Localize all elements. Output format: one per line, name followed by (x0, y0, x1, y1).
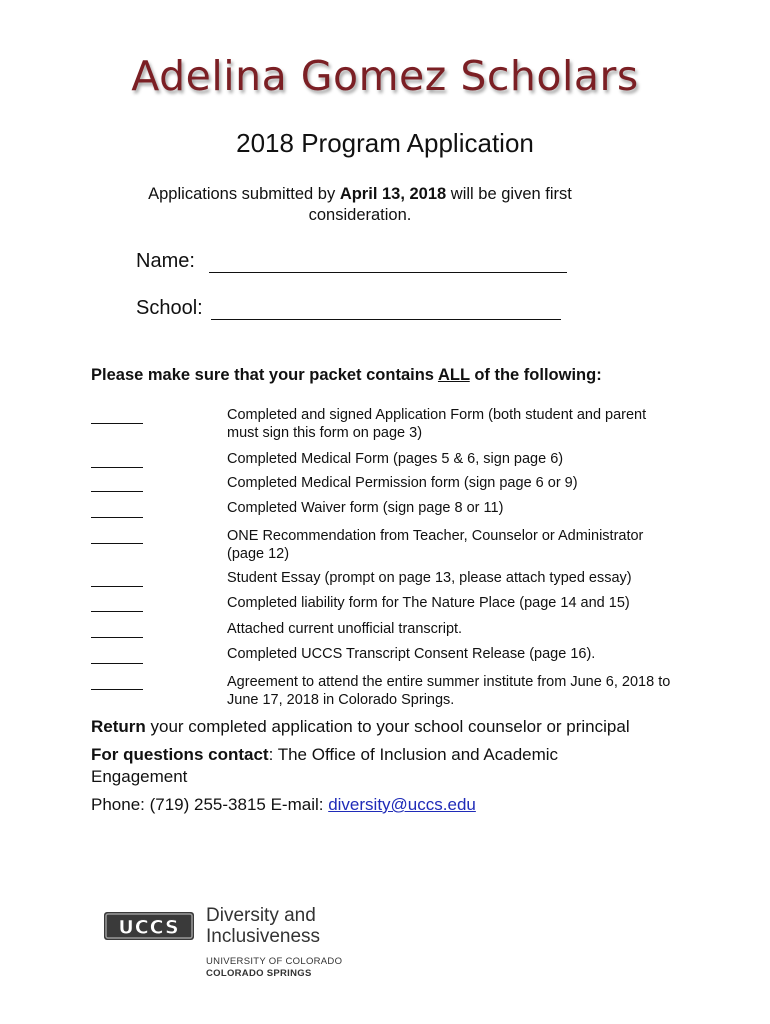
name-blank-line[interactable] (209, 252, 567, 273)
checklist-item-8: Attached current unofficial transcript. (227, 621, 463, 637)
checklist-item-1: Completed and signed Application Form (both student and parent must sign this form on page 3) (227, 407, 647, 441)
checklist-item-2: Completed Medical Form (pages 5 & 6, sign page 6) (227, 451, 564, 467)
department-line-1: Diversity and (206, 905, 316, 926)
notice-prefix: Applications submitted by (148, 185, 340, 203)
return-instructions (91, 716, 691, 738)
school-field[interactable] (136, 297, 561, 320)
school-label: School: (136, 297, 203, 319)
school-blank-line[interactable] (211, 299, 561, 320)
checklist-item-10: Agreement to attend the entire summer institute from June 6, 2018 to June 17, 2018 in Colorado Springs. (227, 674, 671, 708)
checklist-heading (91, 366, 602, 385)
checkbox-line-10[interactable] (91, 689, 143, 690)
name-field[interactable] (136, 250, 567, 273)
university-line-2: COLORADO SPRINGS (206, 968, 312, 979)
name-label: Name: (136, 250, 195, 272)
questions-bold: For questions contact (91, 745, 269, 764)
checkbox-line-4[interactable] (91, 517, 143, 518)
checklist-item-9: Completed UCCS Transcript Consent Release (page 16). (227, 646, 596, 662)
program-title: Adelina Gomez Scholars (131, 52, 639, 100)
heading-emphasis: ALL (437, 366, 470, 384)
checkbox-line-1[interactable] (91, 423, 143, 424)
checkbox-line-5[interactable] (91, 543, 143, 544)
checkbox-line-2[interactable] (91, 467, 143, 468)
heading-prefix: Please make sure that your packet contains (91, 366, 438, 384)
university-name (206, 956, 342, 980)
email-link[interactable]: diversity@uccs.edu (328, 795, 476, 814)
phone-text: Phone: (719) 255-3815 E-mail: (91, 795, 329, 814)
department-line-2: Inclusiveness (206, 926, 321, 947)
questions-text: : The Office of Inclusion and Academic Engagement (91, 745, 559, 786)
checklist-item-7: Completed liability form for The Nature Place (page 14 and 15) (227, 595, 630, 611)
checklist-item-5: ONE Recommendation from Teacher, Counselor or Administrator (page 12) (227, 528, 644, 562)
checkbox-line-6[interactable] (91, 586, 143, 587)
phone-email-line (91, 794, 691, 816)
university-line-1: UNIVERSITY OF COLORADO (206, 956, 343, 967)
checkbox-line-7[interactable] (91, 611, 143, 612)
application-subtitle: 2018 Program Application (236, 128, 534, 158)
return-bold: Return (91, 717, 146, 736)
deadline-notice (120, 184, 600, 226)
checkbox-line-8[interactable] (91, 637, 143, 638)
checklist-item-4: Completed Waiver form (sign page 8 or 11) (227, 500, 504, 516)
uccs-logo-icon (104, 912, 194, 940)
uccs-logo-text: UCCS (118, 916, 180, 939)
checklist-item-6: Student Essay (prompt on page 13, please attach typed essay) (227, 570, 632, 586)
deadline-date: April 13, 2018 (339, 185, 447, 203)
questions-contact (91, 744, 611, 788)
heading-suffix: of the following: (469, 366, 602, 384)
return-text: your completed application to your school counselor or principal (145, 717, 630, 736)
checklist-item-3: Completed Medical Permission form (sign page 6 or 9) (227, 475, 578, 491)
notice-suffix: will be given first consideration. (308, 185, 572, 224)
checkbox-line-9[interactable] (91, 663, 143, 664)
department-name (206, 905, 320, 947)
checkbox-line-3[interactable] (91, 491, 143, 492)
